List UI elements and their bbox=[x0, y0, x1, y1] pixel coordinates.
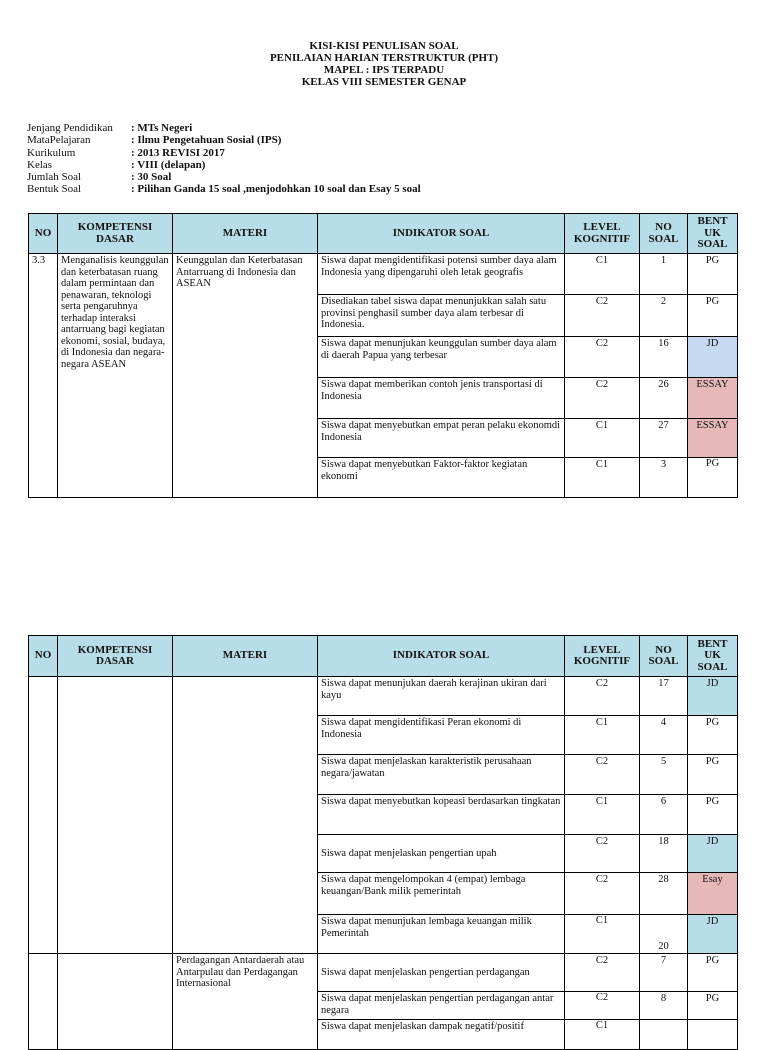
indikator-cell: Siswa dapat memberikan contoh jenis transportasi di Indonesia bbox=[318, 378, 565, 419]
bentuk-soal-cell: Esay bbox=[688, 873, 738, 915]
col-header-no-soal: NO SOAL bbox=[640, 214, 688, 254]
level-cell: C2 bbox=[565, 295, 640, 337]
bentuk-soal-cell: PG bbox=[688, 954, 738, 992]
indikator-cell: Siswa dapat menjelaskan pengertian perdagangan bbox=[318, 954, 565, 992]
no-soal-cell: 1 bbox=[640, 254, 688, 295]
col-header-kompetensi: KOMPETENSI DASAR bbox=[58, 636, 173, 677]
kd-number: 3.3 bbox=[29, 254, 58, 498]
bentuk-soal-cell: PG bbox=[688, 458, 738, 498]
meta-value: : Pilihan Ganda 15 soal ,menjodohkan 10 soal dan Esay 5 soal bbox=[131, 183, 421, 196]
level-cell: C1 bbox=[565, 915, 640, 954]
no-soal-cell: 28 bbox=[640, 873, 688, 915]
kompetensi-dasar-text bbox=[58, 954, 173, 1050]
title-line: KISI-KISI PENULISAN SOAL bbox=[309, 40, 459, 52]
kd-number bbox=[29, 677, 58, 954]
document-title bbox=[0, 40, 768, 88]
indikator-cell: Disediakan tabel siswa dapat menunjukkan salah satu provinsi penghasil sumber daya alam terbesar di Indonesia. bbox=[318, 295, 565, 337]
col-header-level: LEVEL KOGNITIF bbox=[565, 636, 640, 677]
indikator-cell: Siswa dapat menyebutkan empat peran pelaku ekonomdi Indonesia bbox=[318, 419, 565, 458]
title-line: MAPEL : IPS TERPADU bbox=[323, 64, 445, 76]
level-cell: C2 bbox=[565, 337, 640, 378]
materi-text: Keunggulan dan Keterbatasan Antarruang di Indonesia dan ASEAN bbox=[173, 254, 318, 498]
no-soal-cell: 27 bbox=[640, 419, 688, 458]
bentuk-soal-cell: ESSAY bbox=[688, 378, 738, 419]
meta-row-kelas bbox=[27, 159, 421, 171]
indikator-cell: Siswa dapat menunjukan daerah kerajinan ukiran dari kayu bbox=[318, 677, 565, 716]
no-soal-cell: 20 bbox=[640, 915, 688, 954]
col-header-indikator: INDIKATOR SOAL bbox=[318, 636, 565, 677]
indikator-cell: Siswa dapat menjelaskan pengertian perdagangan antar negara bbox=[318, 992, 565, 1020]
indikator-cell: Siswa dapat menunjukan lembaga keuangan milik Pemerintah bbox=[318, 915, 565, 954]
meta-key: Jenjang Pendidikan bbox=[27, 122, 113, 134]
meta-key: Bentuk Soal bbox=[27, 183, 82, 196]
bentuk-soal-cell: PG bbox=[688, 716, 738, 755]
no-soal-cell bbox=[640, 1020, 688, 1050]
meta-row-kurikulum bbox=[27, 147, 421, 159]
meta-value: : 30 Soal bbox=[131, 171, 172, 184]
kompetensi-dasar-text: Menganalisis keunggulan dan keterbatasan ruang dalam permintaan dan penawaran, teknologi serta pengaruhnya terhadap interaksi antarruang bagi kegiatan ekonomi, sosial, budaya, di Indonesia dan negara-negara ASEAN bbox=[58, 254, 173, 498]
level-cell: C1 bbox=[565, 419, 640, 458]
table-header-row bbox=[29, 214, 738, 254]
bentuk-soal-cell: ESSAY bbox=[688, 419, 738, 458]
indikator-cell: Siswa dapat menyebutkan Faktor-faktor kegiatan ekonomi bbox=[318, 458, 565, 498]
no-soal-cell: 26 bbox=[640, 378, 688, 419]
table-header-row bbox=[29, 636, 738, 677]
no-soal-cell: 16 bbox=[640, 337, 688, 378]
col-header-bentuk-soal: BENT UK SOAL bbox=[688, 214, 738, 254]
meta-row-mapel bbox=[27, 134, 421, 146]
indikator-cell: Siswa dapat menunjukan keunggulan sumber daya alam di daerah Papua yang terbesar bbox=[318, 337, 565, 378]
bentuk-soal-cell: PG bbox=[688, 295, 738, 337]
col-header-no: NO bbox=[29, 636, 58, 677]
bentuk-soal-cell bbox=[688, 1020, 738, 1050]
materi-text: Perdagangan Antardaerah atau Antarpulau dan Perdagangan Internasional bbox=[173, 954, 318, 1050]
kisi-kisi-table-2 bbox=[28, 635, 738, 1050]
bentuk-soal-cell: PG bbox=[688, 992, 738, 1020]
level-cell: C1 bbox=[565, 458, 640, 498]
no-soal-cell: 17 bbox=[640, 677, 688, 716]
kompetensi-dasar-text bbox=[58, 677, 173, 954]
level-cell: C1 bbox=[565, 254, 640, 295]
no-soal-cell: 3 bbox=[640, 458, 688, 498]
level-cell: C1 bbox=[565, 1020, 640, 1050]
col-header-no-soal: NO SOAL bbox=[640, 636, 688, 677]
no-soal-cell: 6 bbox=[640, 795, 688, 835]
level-cell: C2 bbox=[565, 677, 640, 716]
indikator-cell: Siswa dapat menjelaskan karakteristik perusahaan negara/jawatan bbox=[318, 755, 565, 795]
no-soal-cell: 2 bbox=[640, 295, 688, 337]
document-metadata bbox=[27, 122, 421, 196]
no-soal-cell: 4 bbox=[640, 716, 688, 755]
no-soal-cell: 5 bbox=[640, 755, 688, 795]
table-row bbox=[29, 254, 738, 295]
title-line: KELAS VIII SEMESTER GENAP bbox=[301, 76, 467, 88]
meta-value: : 2013 REVISI 2017 bbox=[131, 146, 225, 159]
meta-value: : MTs Negeri bbox=[131, 122, 193, 134]
kisi-kisi-table-1 bbox=[28, 213, 738, 498]
level-cell: C1 bbox=[565, 795, 640, 835]
meta-key: Jumlah Soal bbox=[27, 171, 82, 184]
meta-key: MataPelajaran bbox=[27, 134, 91, 147]
bentuk-soal-cell: PG bbox=[688, 795, 738, 835]
col-header-kompetensi: KOMPETENSI DASAR bbox=[58, 214, 173, 254]
col-header-no: NO bbox=[29, 214, 58, 254]
level-cell: C2 bbox=[565, 954, 640, 992]
indikator-cell: Siswa dapat menyebutkan kopeasi berdasarkan tingkatan bbox=[318, 795, 565, 835]
col-header-indikator: INDIKATOR SOAL bbox=[318, 214, 565, 254]
meta-value: : VIII (delapan) bbox=[131, 158, 206, 171]
meta-value: : Ilmu Pengetahuan Sosial (IPS) bbox=[131, 134, 282, 147]
no-soal-cell: 18 bbox=[640, 835, 688, 873]
level-cell: C2 bbox=[565, 873, 640, 915]
level-cell: C2 bbox=[565, 835, 640, 873]
table-row bbox=[29, 954, 738, 992]
meta-row-jumlah-soal bbox=[27, 171, 421, 183]
indikator-cell: Siswa dapat mengidentifikasi Peran ekonomi di Indonesia bbox=[318, 716, 565, 755]
no-soal-cell: 8 bbox=[640, 992, 688, 1020]
col-header-bentuk-soal: BENT UK SOAL bbox=[688, 636, 738, 677]
title-line: PENILAIAN HARIAN TERSTRUKTUR (PHT) bbox=[269, 52, 499, 64]
no-soal-cell: 7 bbox=[640, 954, 688, 992]
bentuk-soal-cell: PG bbox=[688, 755, 738, 795]
indikator-cell: Siswa dapat menjelaskan dampak negatif/positif bbox=[318, 1020, 565, 1050]
meta-key: Kurikulum bbox=[27, 146, 76, 159]
bentuk-soal-cell: JD bbox=[688, 915, 738, 954]
meta-row-jenjang bbox=[27, 122, 421, 134]
col-header-materi: MATERI bbox=[173, 214, 318, 254]
table-row bbox=[29, 677, 738, 716]
bentuk-soal-cell: PG bbox=[688, 254, 738, 295]
bentuk-soal-cell: JD bbox=[688, 337, 738, 378]
bentuk-soal-cell: JD bbox=[688, 677, 738, 716]
meta-key: Kelas bbox=[27, 158, 53, 171]
materi-text bbox=[173, 677, 318, 954]
level-cell: C2 bbox=[565, 992, 640, 1020]
col-header-level: LEVEL KOGNITIF bbox=[565, 214, 640, 254]
kd-number bbox=[29, 954, 58, 1050]
bentuk-soal-cell: JD bbox=[688, 835, 738, 873]
indikator-cell: Siswa dapat mengelompokan 4 (empat) lembaga keuangan/Bank milik pemerintah bbox=[318, 873, 565, 915]
indikator-cell: Siswa dapat mengidentifikasi potensi sumber daya alam Indonesia yang dipengaruhi oleh letak geografis bbox=[318, 254, 565, 295]
level-cell: C1 bbox=[565, 716, 640, 755]
meta-row-bentuk-soal bbox=[27, 183, 421, 195]
col-header-materi: MATERI bbox=[173, 636, 318, 677]
level-cell: C2 bbox=[565, 378, 640, 419]
level-cell: C2 bbox=[565, 755, 640, 795]
indikator-cell: Siswa dapat menjelaskan pengertian upah bbox=[318, 835, 565, 873]
